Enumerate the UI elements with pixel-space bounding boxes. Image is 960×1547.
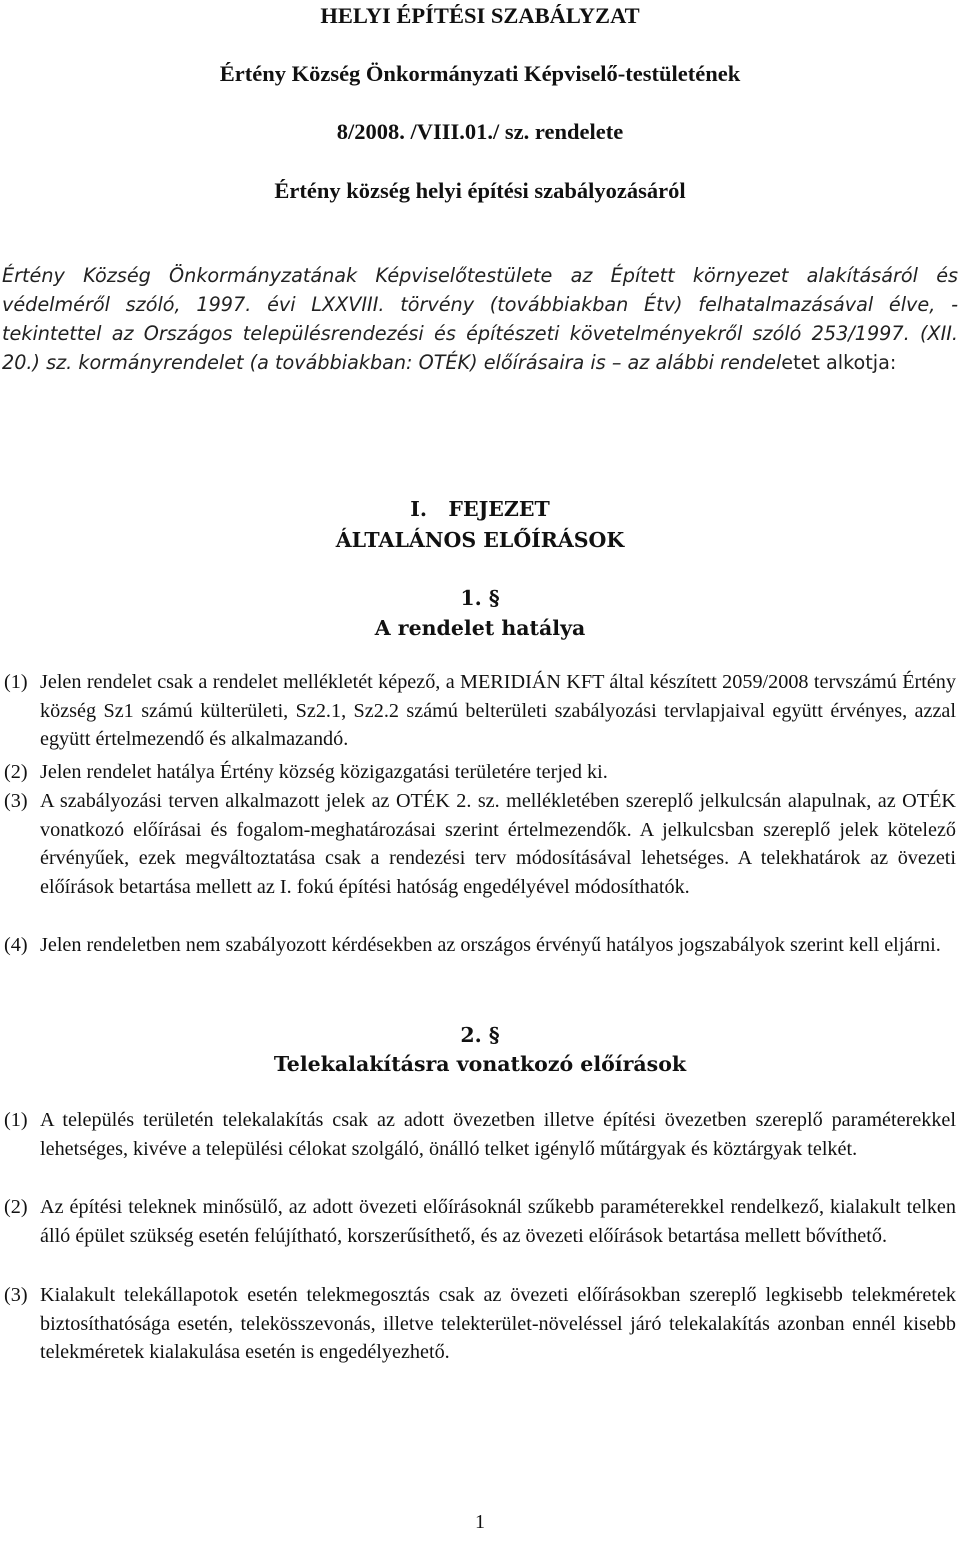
paragraph-text: Jelen rendelet csak a rendelet mellékletét képező, a MERIDIÁN KFT által készített 2059/2008 tervszámú Értény község Sz1 számú külterületi, Sz2.1, Sz2.2 számú belterületi szabályozási tervlapjaival együtt érvényes, azzal együtt értelmezendő és alkalmazandó. [40,671,956,751]
paragraph [4,758,956,787]
paragraph-number: (3) [4,1284,28,1306]
paragraph-text: Az építési teleknek minősülő, az adott övezeti előírásoknál szűkebb paraméterekkel rendelkező, kialakult telken álló épület szükség esetén felújítható, korszerűsíthető, és az övezeti előírások betartása mellett bővíthető. [40,1196,956,1247]
section-number: 1. § [460,586,500,610]
paragraph [4,1106,956,1163]
paragraph-number: (2) [4,1196,28,1218]
issuer-line: Értény Község Önkormányzati Képviselő-testületének [219,61,741,86]
paragraph-number: (3) [4,790,28,812]
paragraph-number: (1) [4,1109,28,1131]
paragraph-number: (2) [4,761,28,783]
paragraph-text: Kialakult telekállapotok esetén telekmegosztás csak az övezeti előírásokban szereplő legkisebb telekméretek biztosíthatósága esetén, telekösszevonás, illetve telekterület-növeléssel járó telekalakítás azonban ennél kisebb telekméretek kialakulása esetén is engedélyezhető. [40,1284,956,1364]
preamble-text: Értény Község Önkormányzatának Képviselőtestülete az Épített környezet alakításáról és védelméről szóló, 1997. évi LXXVIII. törvény (továbbiakban Étv) felhatalmazásával élve, - tekintettel az Országos településrendezési és építészeti követelményekről szóló 253/1997. (XII. 20.) sz. kormányrendelet (a továbbiakban: OTÉK) előírásaira is – az alábbi rendel [2,264,958,374]
paragraph-text: Jelen rendelet hatálya Értény község közigazgatási területére terjed ki. [40,761,608,783]
paragraph [4,668,956,754]
paragraph [4,931,956,960]
document-title: HELYI ÉPÍTÉSI SZABÁLYZAT [320,3,640,28]
paragraph-number: (1) [4,671,28,693]
section-title: A rendelet hatálya [374,616,586,640]
decree-subject: Értény község helyi építési szabályozásáról [274,178,686,203]
preamble [2,262,958,378]
page-number: 1 [475,1511,485,1533]
paragraph-number: (4) [4,934,28,956]
preamble-text-end: etet alkotja: [781,350,897,374]
chapter-number: I. FEJEZET [410,497,550,521]
paragraph [4,787,956,901]
paragraph [4,1281,956,1367]
paragraph-text: A szabályozási terven alkalmazott jelek az OTÉK 2. sz. mellékletében szereplő jelkulcsán alapulnak, az OTÉK vonatkozó előírásai és fogalom-meghatározásai szerint értelmezendők. A jelkulcsban szereplő jelek kötelező érvényűek, ezek megváltoztatása csak a rendezési terv módosításával lehetséges. A telekhatárok az övezeti előírások betartása mellett az I. fokú építési hatóság engedélyével módosíthatók. [40,790,956,898]
section-title: Telekalakításra vonatkozó előírások [273,1052,687,1076]
paragraph [4,1193,956,1250]
chapter-title: ÁLTALÁNOS ELŐÍRÁSOK [335,528,625,552]
paragraph-text: Jelen rendeletben nem szabályozott kérdésekben az országos érvényű hatályos jogszabályok szerint kell eljárni. [40,934,941,956]
section-number: 2. § [460,1023,500,1047]
decree-number: 8/2008. /VIII.01./ sz. rendelete [336,119,624,144]
paragraph-text: A település területén telekalakítás csak az adott övezetben illetve építési övezetben szereplő paraméterekkel lehetséges, kivéve a települési célokat szolgáló, önálló telket igénylő műtárgyak és köztárgyak telkét. [40,1109,956,1160]
